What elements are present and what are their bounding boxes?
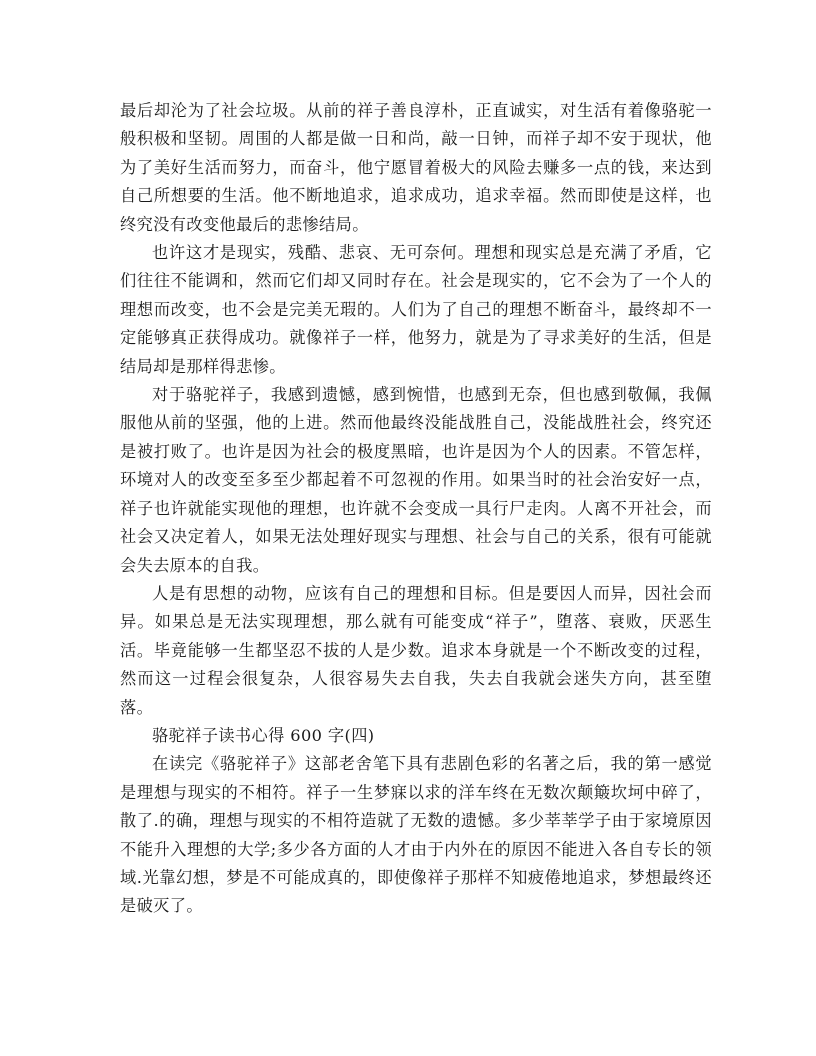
document-page xyxy=(120,97,712,921)
paragraph-ideals: 人是有思想的动物，应该有自己的理想和目标。但是要因人而异，因社会而异。如果总是无法实现理想，那么就有可能变成“祥子”，堕落、衰败，厌恶生活。毕竟能够一生都坚忍不拔的人是少数。追求本身就是一个不断改变的过程，然而这一过程会很复杂，人很容易失去自我，失去自我就会迷失方向，甚至堕落。 xyxy=(120,583,712,717)
section-heading: 骆驼祥子读书心得 600 字(四) xyxy=(152,725,375,745)
paragraph-feelings: 对于骆驼祥子，我感到遗憾，感到惋惜，也感到无奈，但也感到敬佩，我佩服他从前的坚强，他的上进。然而他最终没能战胜自己，没能战胜社会，终究还是被打败了。也许是因为社会的极度黑暗，也许是因为个人的因素。不管怎样，环境对人的改变至多至少都起着不可忽视的作用。如果当时的社会治安好一点，祥子也许就能实现他的理想，也许就不会变成一具行尸走肉。人离不开社会，而社会又决定着人，如果无法处理好现实与理想、社会与自己的关系，很有可能就会失去原本的自我。 xyxy=(120,385,712,575)
paragraph-section-four: 在读完《骆驼祥子》这部老舍笔下具有悲剧色彩的名著之后，我的第一感觉是理想与现实的不相符。祥子一生梦寐以求的洋车终在无数次颠簸坎坷中碎了，散了.的确，理想与现实的不相符造就了无数的遗憾。多少莘莘学子由于家境原因不能升入理想的大学;多少各方面的人才由于内外在的原因不能进入各自专长的领域.光靠幻想，梦是不可能成真的，即使像祥子那样不知疲倦地追求，梦想最终还是破灭了。 xyxy=(120,754,712,916)
paragraph-reality: 也许这才是现实，残酷、悲哀、无可奈何。理想和现实总是充满了矛盾，它们往往不能调和，然而它们却又同时存在。社会是现实的，它不会为了一个人的理想而改变，也不会是完美无瑕的。人们为了自己的理想不断奋斗，最终却不一定能够真正获得成功。就像祥子一样，他努力，就是为了寻求美好的生活，但是结局却是那样得悲惨。 xyxy=(120,243,712,376)
paragraph-continued: 最后却沦为了社会垃圾。从前的祥子善良淳朴，正直诚实，对生活有着像骆驼一般积极和坚韧。周围的人都是做一日和尚，敲一日钟，而祥子却不安于现状，他为了美好生活而努力，而奋斗，他宁愿冒着极大的风险去赚多一点的钱，来达到自己所想要的生活。他不断地追求，追求成功，追求幸福。然而即使是这样，也终究没有改变他最后的悲惨结局。 xyxy=(120,101,712,234)
